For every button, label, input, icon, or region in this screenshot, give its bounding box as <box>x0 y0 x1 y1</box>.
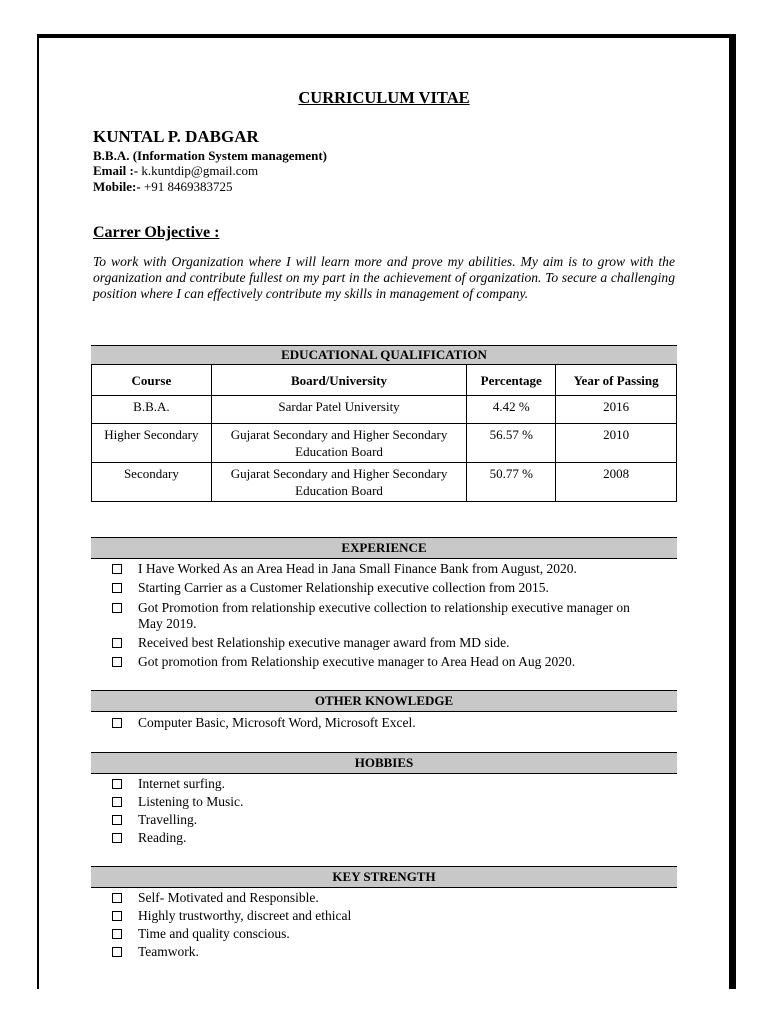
table-row <box>92 424 677 463</box>
education-heading: EDUCATIONAL QUALIFICATION <box>91 345 677 365</box>
page-border-top <box>37 34 735 38</box>
checkbox-icon <box>112 929 122 939</box>
objective-heading: Carrer Objective : <box>93 224 220 241</box>
table-cell: 2016 <box>556 396 677 424</box>
list-item <box>112 944 652 960</box>
list-item <box>112 580 652 596</box>
table-cell: Gujarat Secondary and Higher Secondary Education Board <box>211 463 466 502</box>
list-item <box>112 794 652 810</box>
list-item <box>112 926 652 942</box>
list-item-text: Listening to Music. <box>138 794 244 809</box>
list-item-text: Time and quality conscious. <box>138 926 290 941</box>
experience-list <box>112 561 652 670</box>
mobile-line <box>93 179 233 195</box>
list-item <box>112 812 652 828</box>
checkbox-icon <box>112 564 122 574</box>
hobbies-heading: HOBBIES <box>91 752 677 774</box>
email-label: Email :- <box>93 163 139 178</box>
list-item-text: Computer Basic, Microsoft Word, Microsoft Excel. <box>138 715 416 730</box>
list-item <box>112 600 652 632</box>
table-cell: 2010 <box>556 424 677 463</box>
checkbox-icon <box>112 947 122 957</box>
table-cell: 50.77 % <box>467 463 556 502</box>
table-cell: Higher Secondary <box>92 424 212 463</box>
column-header: Percentage <box>467 365 556 396</box>
email-value: k.kuntdip@gmail.com <box>141 163 259 178</box>
list-item <box>112 635 652 651</box>
checkbox-icon <box>112 815 122 825</box>
list-item <box>112 561 652 577</box>
list-item <box>112 654 652 670</box>
list-item-text: Received best Relationship executive manager award from MD side. <box>138 635 510 650</box>
hobbies-list <box>112 776 652 846</box>
table-cell: Gujarat Secondary and Higher Secondary Education Board <box>211 424 466 463</box>
page-border-right <box>729 34 736 989</box>
list-item-text: Highly trustworthy, discreet and ethical <box>138 908 352 923</box>
document-title: CURRICULUM VITAE <box>298 88 470 107</box>
mobile-value: +91 8469383725 <box>143 179 233 194</box>
table-cell: B.B.A. <box>92 396 212 424</box>
candidate-name: KUNTAL P. DABGAR <box>93 127 259 146</box>
checkbox-icon <box>112 779 122 789</box>
strengths-list <box>112 890 652 960</box>
list-item <box>112 830 652 846</box>
list-item-text: Teamwork. <box>138 944 199 959</box>
checkbox-icon <box>112 638 122 648</box>
list-item <box>112 908 652 924</box>
table-row <box>92 396 677 424</box>
checkbox-icon <box>112 657 122 667</box>
checkbox-icon <box>112 603 122 613</box>
checkbox-icon <box>112 718 122 728</box>
table-cell: Sardar Patel University <box>211 396 466 424</box>
mobile-label: Mobile:- <box>93 179 141 194</box>
list-item <box>112 776 652 792</box>
knowledge-list <box>112 715 652 731</box>
list-item-text: Self- Motivated and Responsible. <box>138 890 319 905</box>
strengths-heading: KEY STRENGTH <box>91 866 677 888</box>
table-cell: 2008 <box>556 463 677 502</box>
knowledge-heading: OTHER KNOWLEDGE <box>91 690 677 712</box>
table-cell: 56.57 % <box>467 424 556 463</box>
education-table <box>91 364 677 502</box>
checkbox-icon <box>112 911 122 921</box>
column-header: Board/University <box>211 365 466 396</box>
page-border-left <box>37 34 39 989</box>
checkbox-icon <box>112 797 122 807</box>
list-item-text: Travelling. <box>138 812 198 827</box>
table-row <box>92 463 677 502</box>
checkbox-icon <box>112 893 122 903</box>
list-item-text: Starting Carrier as a Customer Relationship executive collection from 2015. <box>138 580 549 595</box>
objective-text: To work with Organization where I will learn more and prove my abilities. My aim is to grow with the organization and contribute fullest on my part in the achievement of organization. To secure a challenging position where I can effectively contribute my skills in management of company. <box>93 254 675 301</box>
list-item-text: Got promotion from Relationship executive manager to Area Head on Aug 2020. <box>138 654 576 669</box>
column-header: Course <box>92 365 212 396</box>
list-item-text: Internet surfing. <box>138 776 225 791</box>
list-item-text: I Have Worked As an Area Head in Jana Small Finance Bank from August, 2020. <box>138 561 577 576</box>
list-item <box>112 715 652 731</box>
table-cell: 4.42 % <box>467 396 556 424</box>
candidate-degree: B.B.A. (Information System management) <box>93 148 327 163</box>
column-header: Year of Passing <box>556 365 677 396</box>
education-header-row <box>92 365 677 396</box>
list-item-text: Got Promotion from relationship executive collection to relationship executive manager on May 2019. <box>138 600 630 631</box>
checkbox-icon <box>112 583 122 593</box>
experience-heading: EXPERIENCE <box>91 537 677 559</box>
table-cell: Secondary <box>92 463 212 502</box>
list-item <box>112 890 652 906</box>
email-line <box>93 163 258 179</box>
list-item-text: Reading. <box>138 830 187 845</box>
checkbox-icon <box>112 833 122 843</box>
